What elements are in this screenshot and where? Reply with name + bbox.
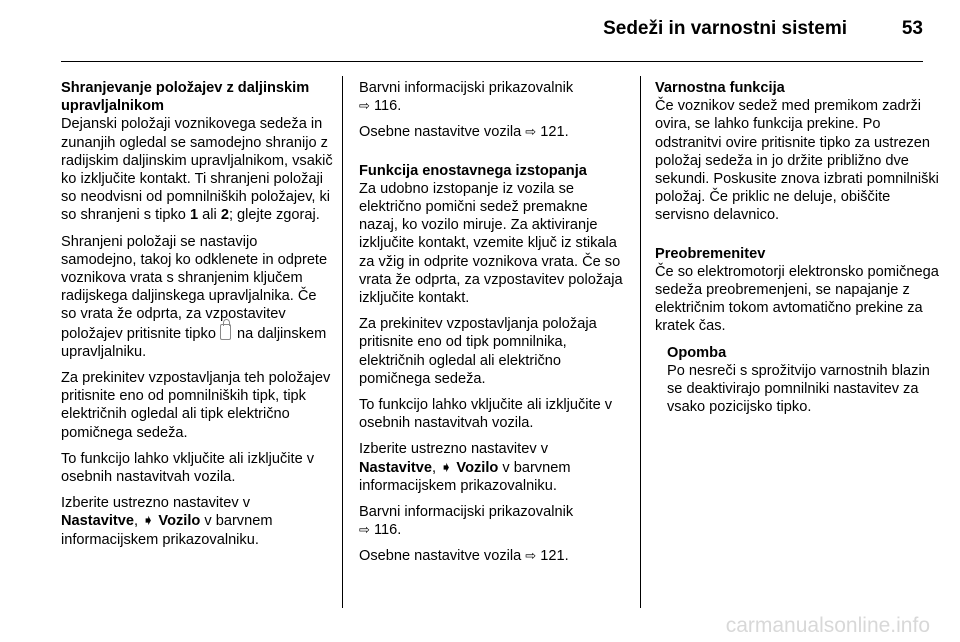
unlock-icon [220, 324, 231, 340]
section-heading: Shranjevanje položajev z daljinskim upravljalnikom [61, 80, 310, 115]
header-rule [61, 61, 923, 62]
section-heading: Funkcija enostavnega izstopanja [359, 162, 587, 179]
paragraph: Za prekinitev vzpostavljanja položaja pritisnite eno od tipk pomnilnika, električnih ogledal ali električno pomičnega sedeža. [359, 316, 597, 387]
paragraph: Barvni informacijski prikazovalnik ⇨ 116. [359, 80, 574, 115]
reference-arrow-icon: ⇨ [359, 522, 370, 538]
page-number: 53 [901, 18, 923, 39]
key-label: 1 [189, 207, 199, 224]
paragraph: Barvni informacijski prikazovalnik ⇨ 116. [359, 504, 574, 539]
reference-arrow-icon: ⇨ [359, 98, 370, 114]
note-heading: Opomba [667, 344, 727, 361]
menu-item: Nastavitve [359, 459, 433, 476]
key-label: 2 [220, 207, 229, 224]
paragraph: Shranjeni položaji se nastavijo samodejno, takoj ko odklenete in odprete voznikova vrata s shranjenim ključem radijskega daljinskega upravljalnika. Če so vrata že odprta, za vzpostavitev položajev pritisnite tipko na daljinskem upravljalniku. [61, 233, 328, 360]
paragraph: Če so elektromotorji elektronsko pomičnega sedeža preobremenjeni, se napajanje z električnim tokom avtomatično prekine za kratek čas. [655, 263, 939, 335]
paragraph: To funkcijo lahko vključite ali izključite v osebnih nastavitvah vozila. [359, 397, 613, 432]
column-2 [359, 79, 629, 574]
menu-item: Nastavitve [61, 513, 135, 530]
watermark: carmanualsonline.info [725, 614, 930, 637]
note-text: Po nesreči s sprožitvijo varnostnih blazin se deaktivirajo pomnilniki nastavitev za vsako pozicijsko tipko. [667, 362, 930, 416]
paragraph: Osebne nastavitve vozila ⇨ 121. [359, 124, 569, 141]
column-divider-2 [640, 76, 641, 608]
paragraph: Osebne nastavitve vozila ⇨ 121. [359, 548, 569, 565]
menu-item: Vozilo [158, 513, 201, 530]
column-divider-1 [342, 76, 343, 608]
paragraph: Izberite ustrezno nastavitev v Nastavitve, ➧ Vozilo v barvnem informacijskem prikazovalniku. [61, 495, 273, 548]
paragraph: Če voznikov sedež med premikom zadrži ovira, se lahko funkcija prekine. Po odstranitvi ovire pritisnite tipko za ustrezen položaj sedeža in jo držite približno dve sekundi. Poskusite znova izbrati pomnilniški položaj. Če priklic ne deluje, obiščite servisno delavnico. [655, 98, 939, 224]
reference-arrow-icon: ⇨ [525, 124, 537, 140]
header-title: Sedeži in varnostni sistemi [603, 18, 847, 39]
note-box [655, 344, 947, 417]
section-heading: Preobremenitev [655, 245, 766, 262]
column-3 [655, 79, 947, 424]
section-heading: Varnostna funkcija [655, 80, 785, 96]
menu-arrow-icon: ➧ [440, 459, 453, 476]
paragraph: Izberite ustrezno nastavitev v Nastavitve, ➧ Vozilo v barvnem informacijskem prikazovalniku. [359, 441, 571, 494]
reference-arrow-icon: ⇨ [525, 548, 537, 564]
menu-item: Vozilo [456, 459, 499, 476]
menu-arrow-icon: ➧ [142, 513, 155, 530]
paragraph: To funkcijo lahko vključite ali izključite v osebnih nastavitvah vozila. [61, 450, 315, 486]
paragraph: Za udobno izstopanje iz vozila se električno pomični sedež premakne nazaj, ko vozilo miruje. Za aktiviranje izključite kontakt, vzemite ključ iz stikala za vžig in odprite voznikova vrata. Če so vrata že odprta, za vzpostavitev položaja izključite kontakt. [359, 180, 623, 307]
column-1 [61, 79, 333, 557]
paragraph: Dejanski položaji voznikovega sedeža in zunanjih ogledal se samodejno shranijo z radijskim daljinskim upravljalnikom, vsakič ko izključite kontakt. Ti shranjeni položaji so neodvisni od pomnilniških položajev, ki so shranjeni s tipko 1 ali 2; glejte zgoraj. [61, 116, 333, 224]
paragraph: Za prekinitev vzpostavljanja teh položajev pritisnite eno od pomnilniških tipk, tipk električnih ogledal ali tipk električno pomičnega sedeža. [61, 370, 331, 441]
